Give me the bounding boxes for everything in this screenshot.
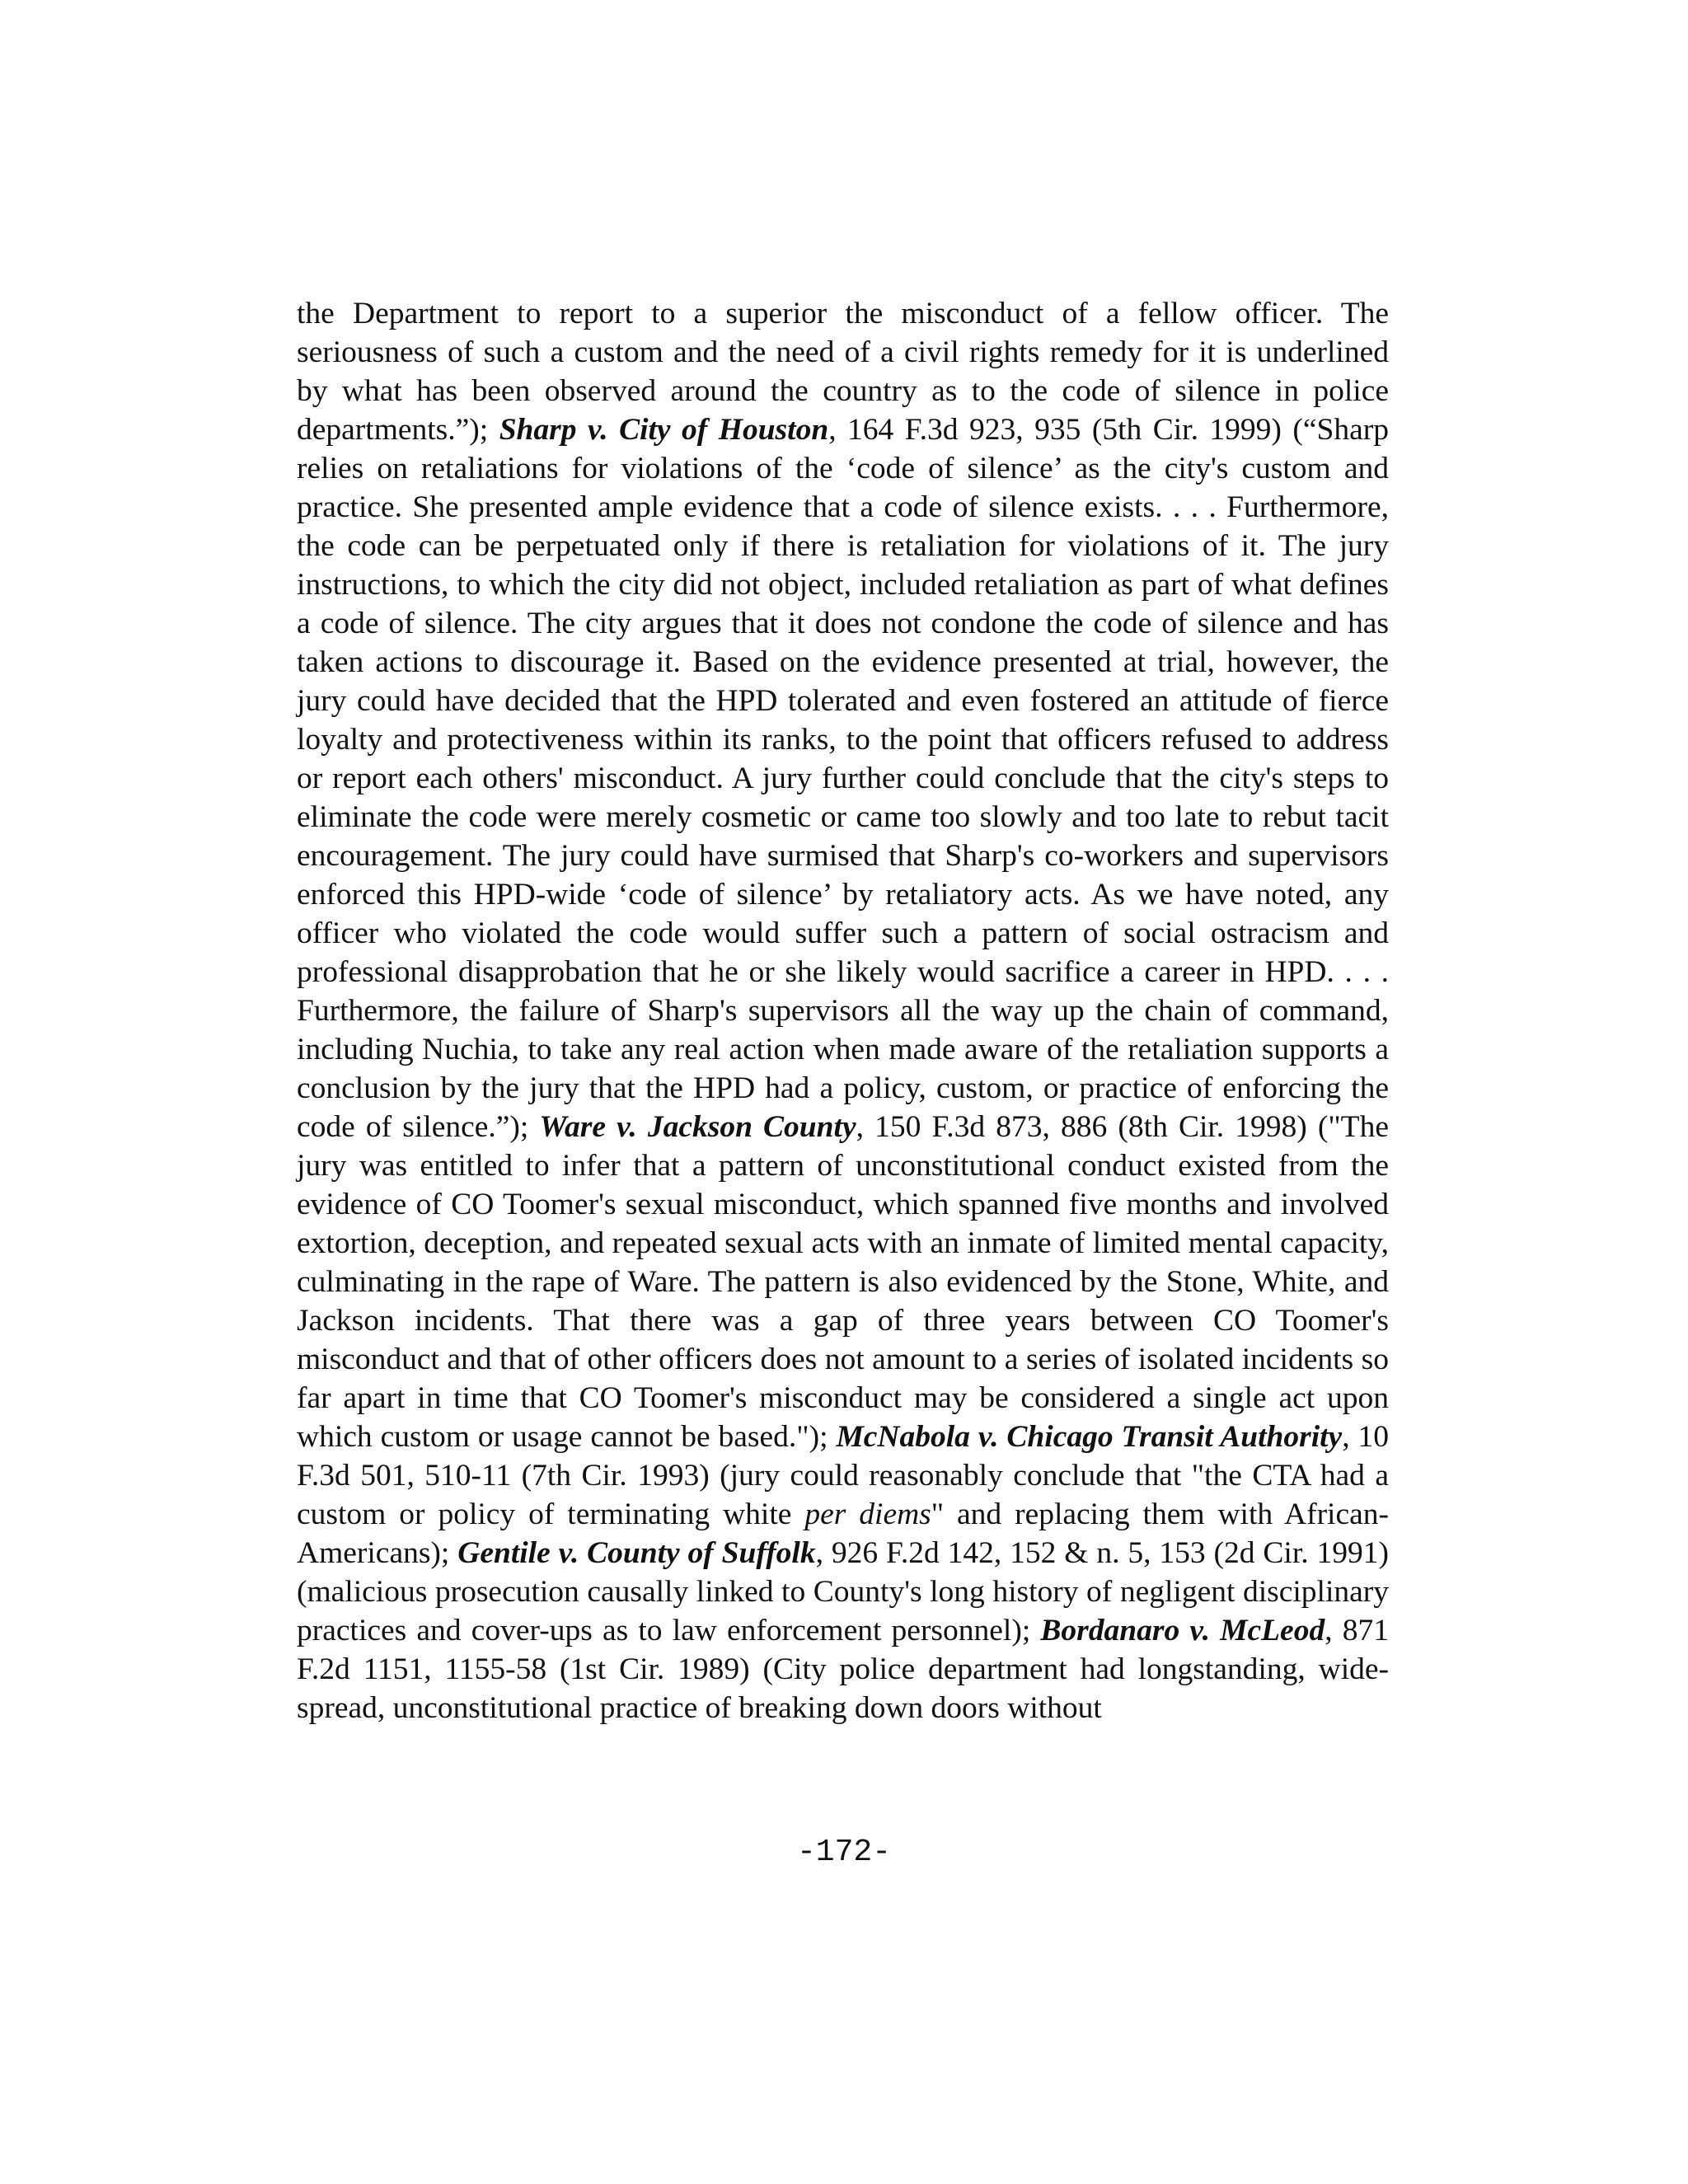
page-number: -172- [796,1835,892,1870]
text-segment: , 926 F.2d 142, 152 & n. 5, 153 (2d Cir. 1991) (malicious prosecution causally linked to County's long history of negligent disciplinary practices and cover-ups as to law enforcement personnel); [297,1536,1389,1647]
text-segment: , 150 F.3d 873, 886 (8th Cir. 1998) ("The jury was entitled to infer that a pattern of unconstitutional conduct existed from the evidence of CO Toomer's sexual misconduct, which spanned five months and involved extortion, deception, and repeated sexual acts with an inmate of limited mental capacity, culminating in the rape of Ware. The pattern is also evidenced by the Stone, White, and Jackson incidents. That there was a gap of three years between CO Toomer's misconduct and that of other officers does not amount to a series of isolated incidents so far apart in time that CO Toomer's misconduct may be considered a single act upon which custom or usage cannot be based."); [297,1110,1389,1454]
case-citation-sharp-v-city-of-houston: Sharp v. City of Houston [499,413,829,447]
text-segment: , 871 F.2d 1151, 1155-58 (1st Cir. 1989) (City police department had longstanding, wide-spread, unconstitutional practice of breaking down doors without [297,1614,1389,1725]
text-segment: the Department to report to a superior the misconduct of a fellow officer. The seriousness of such a custom and the need of a civil rights remedy for it is underlined by what has been observed around the country as to the code of silence in police departments.”); [297,297,1389,447]
case-citation-mcnabola-v-chicago-transit-authority: McNabola v. Chicago Transit Authority [836,1420,1343,1454]
text-segment: , 10 F.3d 501, 510-11 (7th Cir. 1993) (jury could reasonably conclude that "the CTA had a custom or policy of terminating white [297,1420,1389,1531]
text-segment: " and replacing them with African-Americans); [297,1497,1389,1570]
case-citation-bordanaro-v-mcleod: Bordanaro v. McLeod [1040,1614,1325,1647]
case-citation-ware-v-jackson-county: Ware v. Jackson County [539,1110,856,1144]
italic-term-per-diems: per diems [804,1497,931,1531]
text-segment: , 164 F.3d 923, 935 (5th Cir. 1999) (“Sharp relies on retaliations for violations of the ‘code of silence’ as the city's custom and practice. She presented ample evidence that a code of silence exists. . . . Furthermore, the code can be perpetuated only if there is retaliation for violations of it. The jury instructions, to which the city did not object, included retaliation as part of what defines a code of silence. The city argues that it does not condone the code of silence and has taken actions to discourage it. Based on the evidence presented at trial, however, the jury could have decided that the HPD tolerated and even fostered an attitude of fierce loyalty and protectiveness within its ranks, to the point that officers refused to address or report each others' misconduct. A jury further could conclude that the city's steps to eliminate the code were merely cosmetic or came too slowly and too late to rebut tacit encouragement. The jury could have surmised that Sharp's co-workers and supervisors enforced this HPD-wide ‘code of silence’ by retaliatory acts. As we have noted, any officer who violated the code would suffer such a pattern of social ostracism and professional disapprobation that he or she likely would sacrifice a career in HPD. . . . Furthermore, the failure of Sharp's supervisors all the way up the chain of command, including Nuchia, to take any real action when made aware of the retaliation supports a conclusion by the jury that the HPD had a policy, custom, or practice of enforcing the code of silence.”); [297,413,1390,1144]
body-paragraph [297,294,1389,1727]
case-citation-gentile-v-county-of-suffolk: Gentile v. County of Suffolk [457,1536,816,1570]
